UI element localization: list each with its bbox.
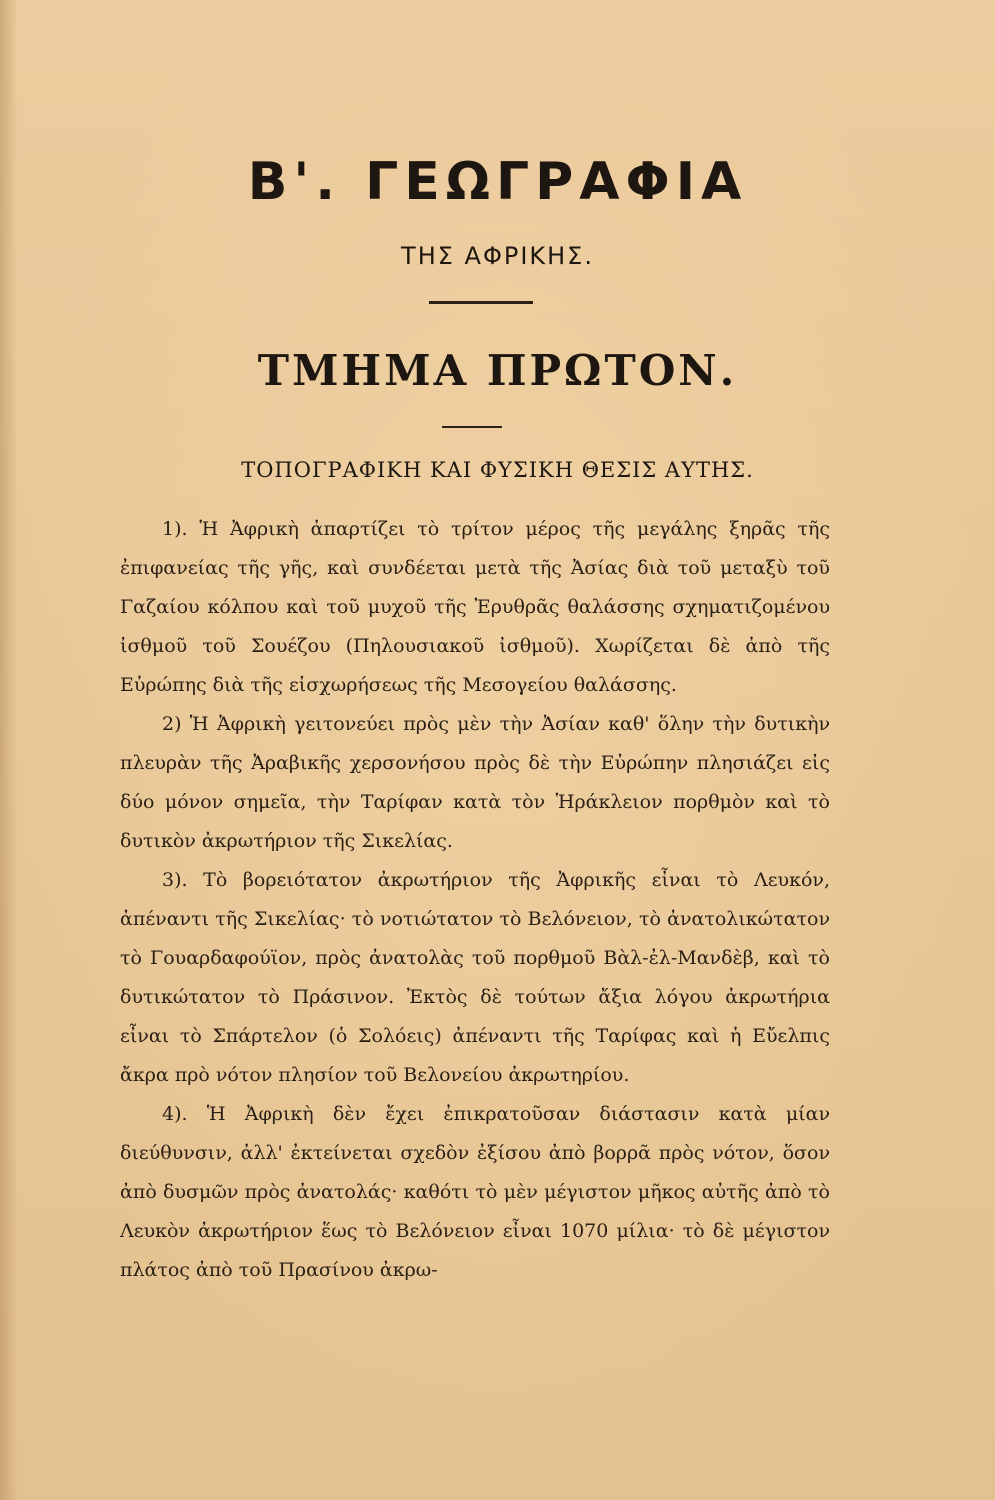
- paragraph-4: 4). Ἡ Ἀφρικὴ δὲν ἔχει ἐπικρατοῦσαν διάστασιν κατὰ μίαν διεύθυνσιν, ἀλλ' ἐκτείνεται σχεδὸν ἐξίσου ἀπὸ βορρᾶ πρὸς νότον, ὅσον ἀπὸ δυσμῶν πρὸς ἀνατολάς· καθότι τὸ μὲν μέγιστον μῆκος αὐτῆς ἀπὸ τὸ Λευκὸν ἀκρωτήριον ἕως τὸ Βελόνειον εἶναι 1070 μίλια· τὸ δὲ μέγιστον πλάτος ἀπὸ τοῦ Πρασίνου ἀκρω-: [120, 1103, 830, 1281]
- section-subtitle: ΤΟΠΟΓΡΑΦΙΚΗ ΚΑΙ ΦΥΣΙΚΗ ΘΕΣΙΣ ΑΥΤΗΣ.: [241, 458, 754, 482]
- page-edge-shadow: [0, 0, 18, 1500]
- section-title: ΤΜΗΜΑ ΠΡΩΤΟΝ.: [257, 346, 738, 395]
- section-divider: [442, 426, 502, 428]
- body-text: [120, 510, 830, 1290]
- title-divider: [429, 301, 533, 304]
- paragraph-2: 2) Ἡ Ἀφρικὴ γειτονεύει πρὸς μὲν τὴν Ἀσίαν καθ' ὅλην τὴν δυτικὴν πλευρὰν τῆς Ἀραβικῆς χερσονήσου πρὸς δὲ τὴν Εὐρώπην πλησιάζει εἰς δύο μόνον σημεῖα, τὴν Ταρίφαν κατὰ τὸν Ἡράκλειον πορθμὸν καὶ τὸ δυτικὸν ἀκρωτήριον τῆς Σικελίας.: [120, 713, 830, 852]
- chapter-subtitle: ΤΗΣ ΑΦΡΙΚΗΣ.: [401, 242, 594, 270]
- paragraph-1: 1). Ἡ Ἀφρικὴ ἀπαρτίζει τὸ τρίτον μέρος τῆς μεγάλης ξηρᾶς τῆς ἐπιφανείας τῆς γῆς, καὶ συνδέεται μετὰ τῆς Ἀσίας διὰ τοῦ μεταξὺ τοῦ Γαζαίου κόλπου καὶ τοῦ μυχοῦ τῆς Ἐρυθρᾶς θαλάσσης σχηματιζομένου ἰσθμοῦ τοῦ Σουέζου (Πηλουσιακοῦ ἰσθμοῦ). Χωρίζεται δὲ ἀπὸ τῆς Εὐρώπης διὰ τῆς εἰσχωρήσεως τῆς Μεσογείου θαλάσσης.: [120, 518, 830, 696]
- chapter-title: Β'. ΓΕΩΓΡΑΦΙΑ: [247, 152, 748, 212]
- paragraph-3: 3). Τὸ βορειότατον ἀκρωτήριον τῆς Ἀφρικῆς εἶναι τὸ Λευκόν, ἀπέναντι τῆς Σικελίας· τὸ νοτιώτατον τὸ Βελόνειον, τὸ ἀνατολικώτατον τὸ Γουαρδαφούϊον, πρὸς ἀνατολὰς τοῦ πορθμοῦ Βὰλ-ἐλ-Μανδὲβ, καὶ τὸ δυτικώτατον τὸ Πράσινον. Ἐκτὸς δὲ τούτων ἄξια λόγου ἀκρωτήρια εἶναι τὸ Σπάρτελον (ὁ Σολόεις) ἀπέναντι τῆς Ταρίφας καὶ ἡ Εὔελπις ἄκρα πρὸ νότον πλησίον τοῦ Βελονείου ἀκρωτηρίου.: [120, 869, 830, 1086]
